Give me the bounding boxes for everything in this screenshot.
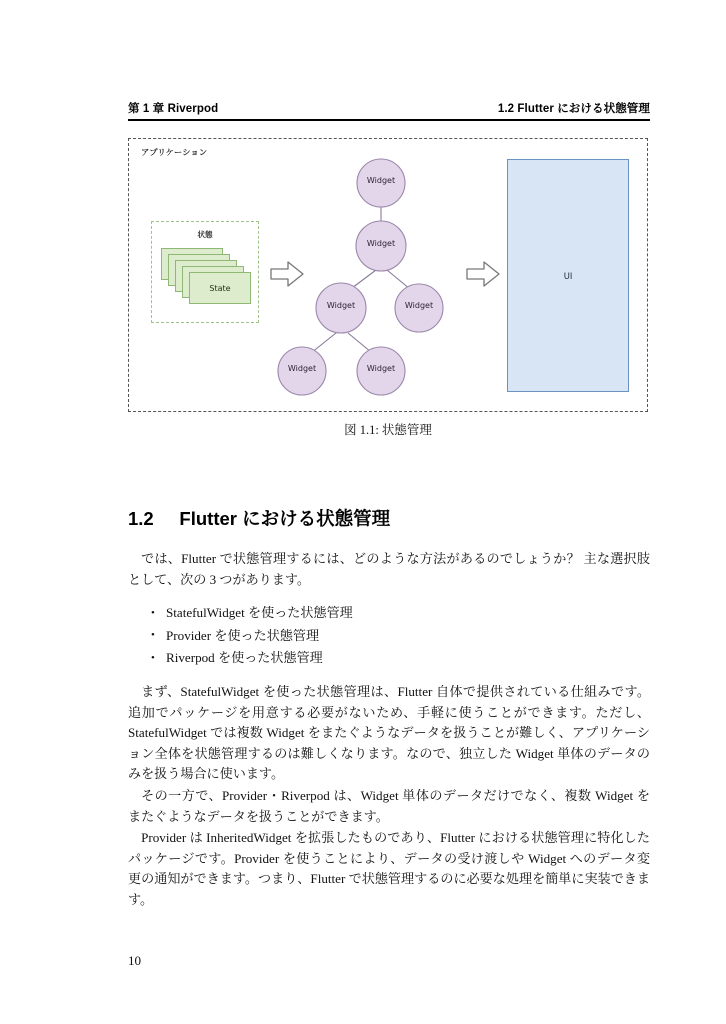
paragraph-block-1 (128, 682, 650, 785)
section-heading: 1.2 Flutter における状態管理 (128, 508, 391, 529)
figure-widget-label: Widget (287, 364, 317, 373)
figure-widget-label: Widget (404, 301, 434, 310)
list-item: • Provider を使った状態管理 (166, 625, 688, 648)
figure-widget-label: Widget (326, 301, 356, 310)
body-paragraph: まず、StatefulWidget を使った状態管理は、Flutter 自体で提供されている仕組みです。追加でパッケージを用意する必要がないため、手軽に使うことができます。ただし、StatefulWidget では複数 Widget をまたぐようなデータを扱うことが難しく、アプリケーション全体を状態管理するのは難しくなります。なので、独立した Widget 単体のデータのみを扱う場合に使います。 (128, 684, 650, 782)
page-number: 10 (128, 953, 142, 968)
figure-widget-label: Widget (366, 176, 396, 185)
intro-paragraph: では、Flutter で状態管理するには、どのような方法があるのでしょうか？ 主な選択肢として、次の 3 つがあります。 (128, 551, 650, 587)
figure-widget-label: Widget (366, 364, 396, 373)
figure-application-container (128, 138, 648, 412)
intro-paragraph-block (128, 549, 650, 590)
figure-widget-label: Widget (366, 239, 396, 248)
figure-ui-panel (507, 159, 629, 392)
running-header (128, 100, 650, 116)
header-rule (128, 119, 650, 121)
body-paragraph: Provider は InheritedWidget を拡張したものであり、Flutter における状態管理に特化したパッケージです。Provider を使うことにより、データの受け渡しや Widget へのデータ変更の通知ができます。つまり、Flutter で状態管理するのに必要な処理を簡単に実装できます。 (128, 830, 650, 907)
figure-state-group-label: 状態 (197, 230, 213, 239)
header-section-title: 1.2 Flutter における状態管理 (497, 103, 650, 115)
paragraph-block-3 (128, 828, 650, 910)
list-item: • StatefulWidget を使った状態管理 (166, 602, 688, 625)
list-item: • Riverpod を使った状態管理 (166, 647, 688, 670)
paragraph-block-2 (128, 786, 650, 827)
header-chapter-title: 第 1 章 Riverpod (128, 103, 219, 115)
figure-ui-label: UI (563, 270, 573, 281)
figure-container-label: アプリケーション (141, 147, 208, 157)
option-list (128, 602, 688, 670)
figure-state-card-label: State (209, 283, 231, 293)
figure-caption: 図 1.1: 状態管理 (344, 423, 432, 437)
body-paragraph: その一方で、Provider・Riverpod は、Widget 単体のデータだけでなく、複数 Widget をまたぐようなデータを扱うことができます。 (128, 788, 650, 824)
